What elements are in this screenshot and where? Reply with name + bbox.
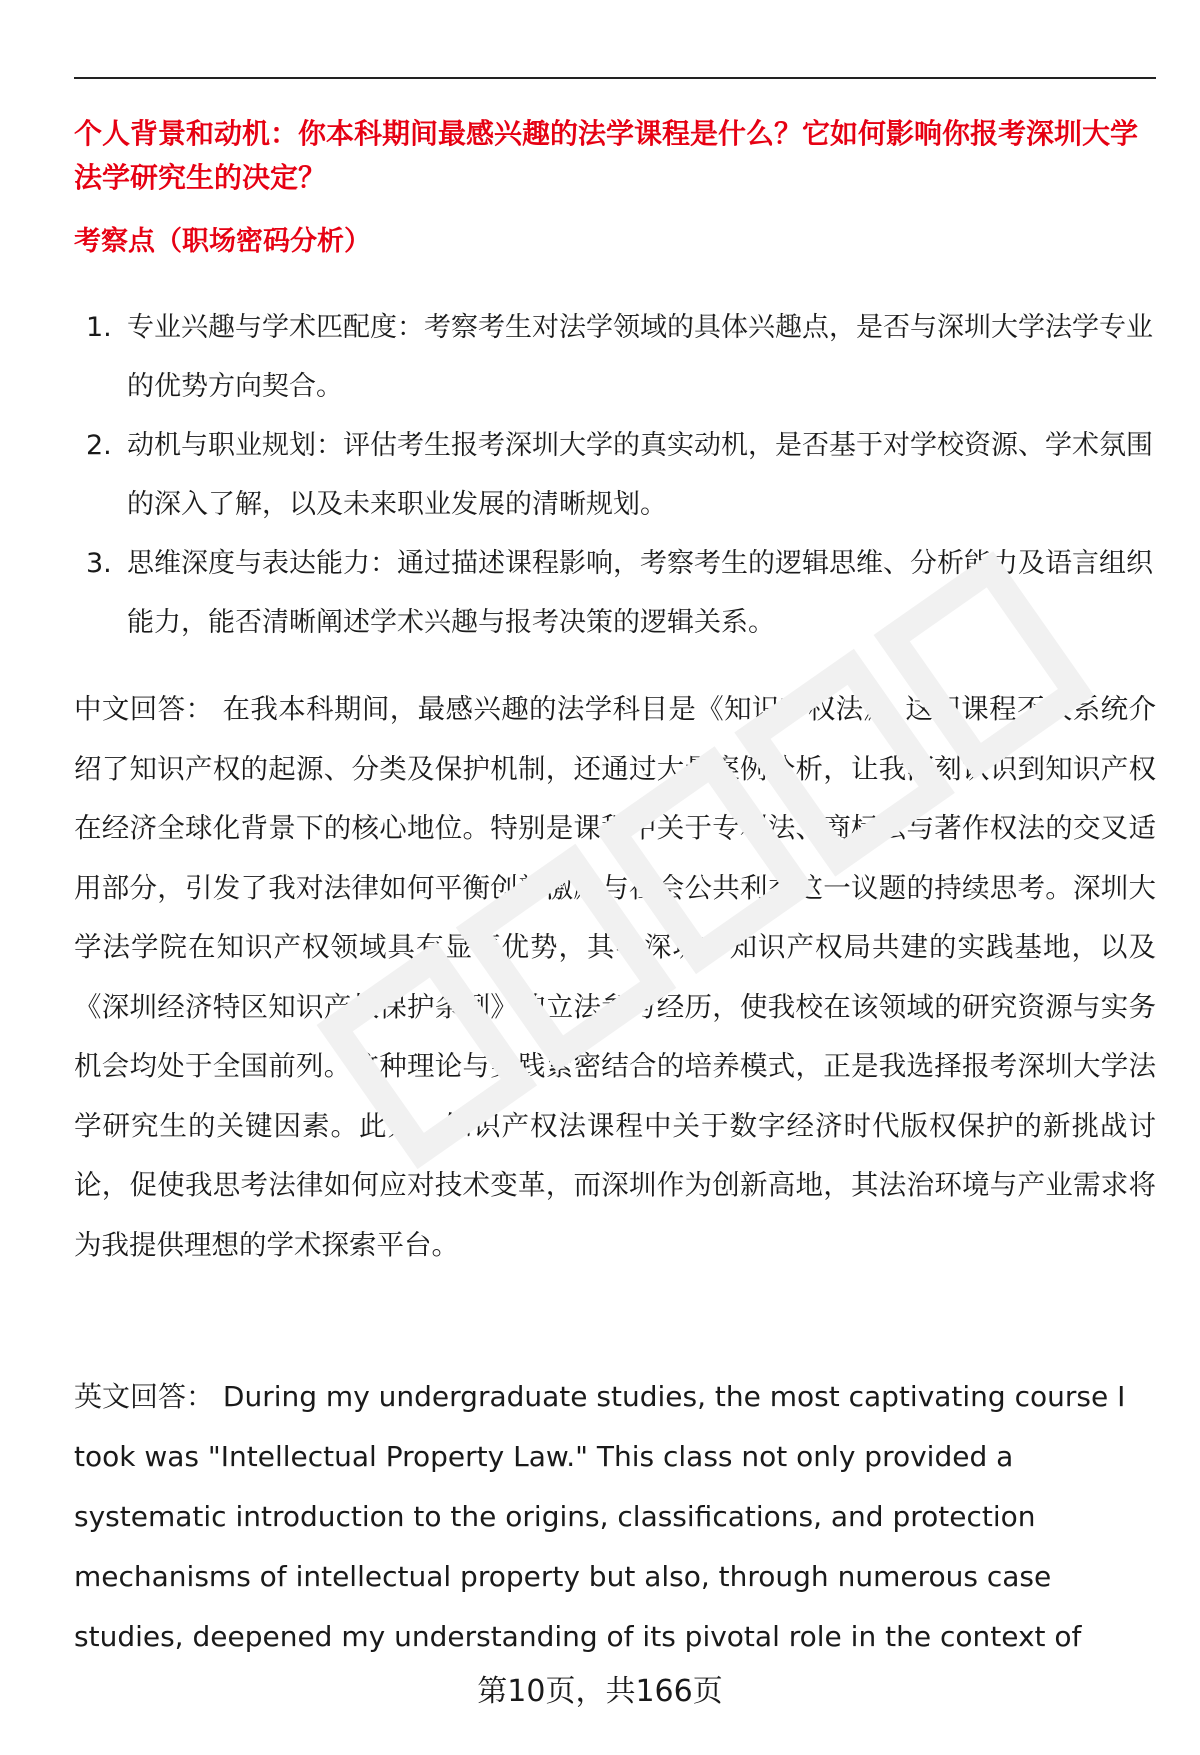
list-number: 3.	[86, 548, 112, 579]
list-item	[74, 416, 1156, 534]
checkpoint-list	[74, 298, 1156, 652]
list-text: 思维深度与表达能力：通过描述课程影响，考察考生的逻辑思维、分析能力及语言组织能力，能否清晰阐述学术兴趣与报考决策的逻辑关系。	[127, 548, 1153, 638]
list-item	[74, 298, 1156, 416]
english-answer: 英文回答： During my undergraduate studies, the most captivating course I took was "Intellectual Property Law." This class not only provided a systematic introduction to the origins, classifications, and protection mechanisms of intellectual property but also, through numerous case studies, deepened my understanding of its pivotal role in the context of	[74, 1380, 1126, 1653]
list-text: 动机与职业规划：评估考生报考深圳大学的真实动机，是否基于对学校资源、学术氛围的深入了解，以及未来职业发展的清晰规划。	[127, 430, 1153, 520]
list-number: 2.	[86, 430, 112, 461]
question-heading: 个人背景和动机：你本科期间最感兴趣的法学课程是什么？它如何影响你报考深圳大学法学研究生的决定？	[74, 117, 1139, 194]
list-number: 1.	[86, 312, 112, 343]
checkpoint-heading: 考察点（职场密码分析）	[74, 226, 371, 257]
top-divider	[74, 77, 1156, 79]
list-text: 专业兴趣与学术匹配度：考察考生对法学领域的具体兴趣点，是否与深圳大学法学专业的优势方向契合。	[127, 312, 1153, 402]
document-page	[74, 0, 1156, 1755]
list-item	[74, 534, 1156, 652]
chinese-answer: 中文回答： 在我本科期间，最感兴趣的法学科目是《知识产权法》。这门课程不仅系统介绍了知识产权的起源、分类及保护机制，还通过大量案例分析，让我深刻认识到知识产权在经济全球化背景下的核心地位。特别是课程中关于专利法、商标法与著作权法的交叉适用部分，引发了我对法律如何平衡创新激励与社会公共利益这一议题的持续思考。深圳大学法学院在知识产权领域具有显著优势，其与深圳市知识产权局共建的实践基地，以及《深圳经济特区知识产权保护条例》的立法参与经历，使我校在该领域的研究资源与实务机会均处于全国前列。这种理论与实践紧密结合的培养模式，正是我选择报考深圳大学法学研究生的关键因素。此外，知识产权法课程中关于数字经济时代版权保护的新挑战讨论，促使我思考法律如何应对技术变革，而深圳作为创新高地，其法治环境与产业需求将为我提供理想的学术探索平台。	[74, 693, 1156, 1261]
page-number: 第10页，共166页	[477, 1674, 723, 1709]
